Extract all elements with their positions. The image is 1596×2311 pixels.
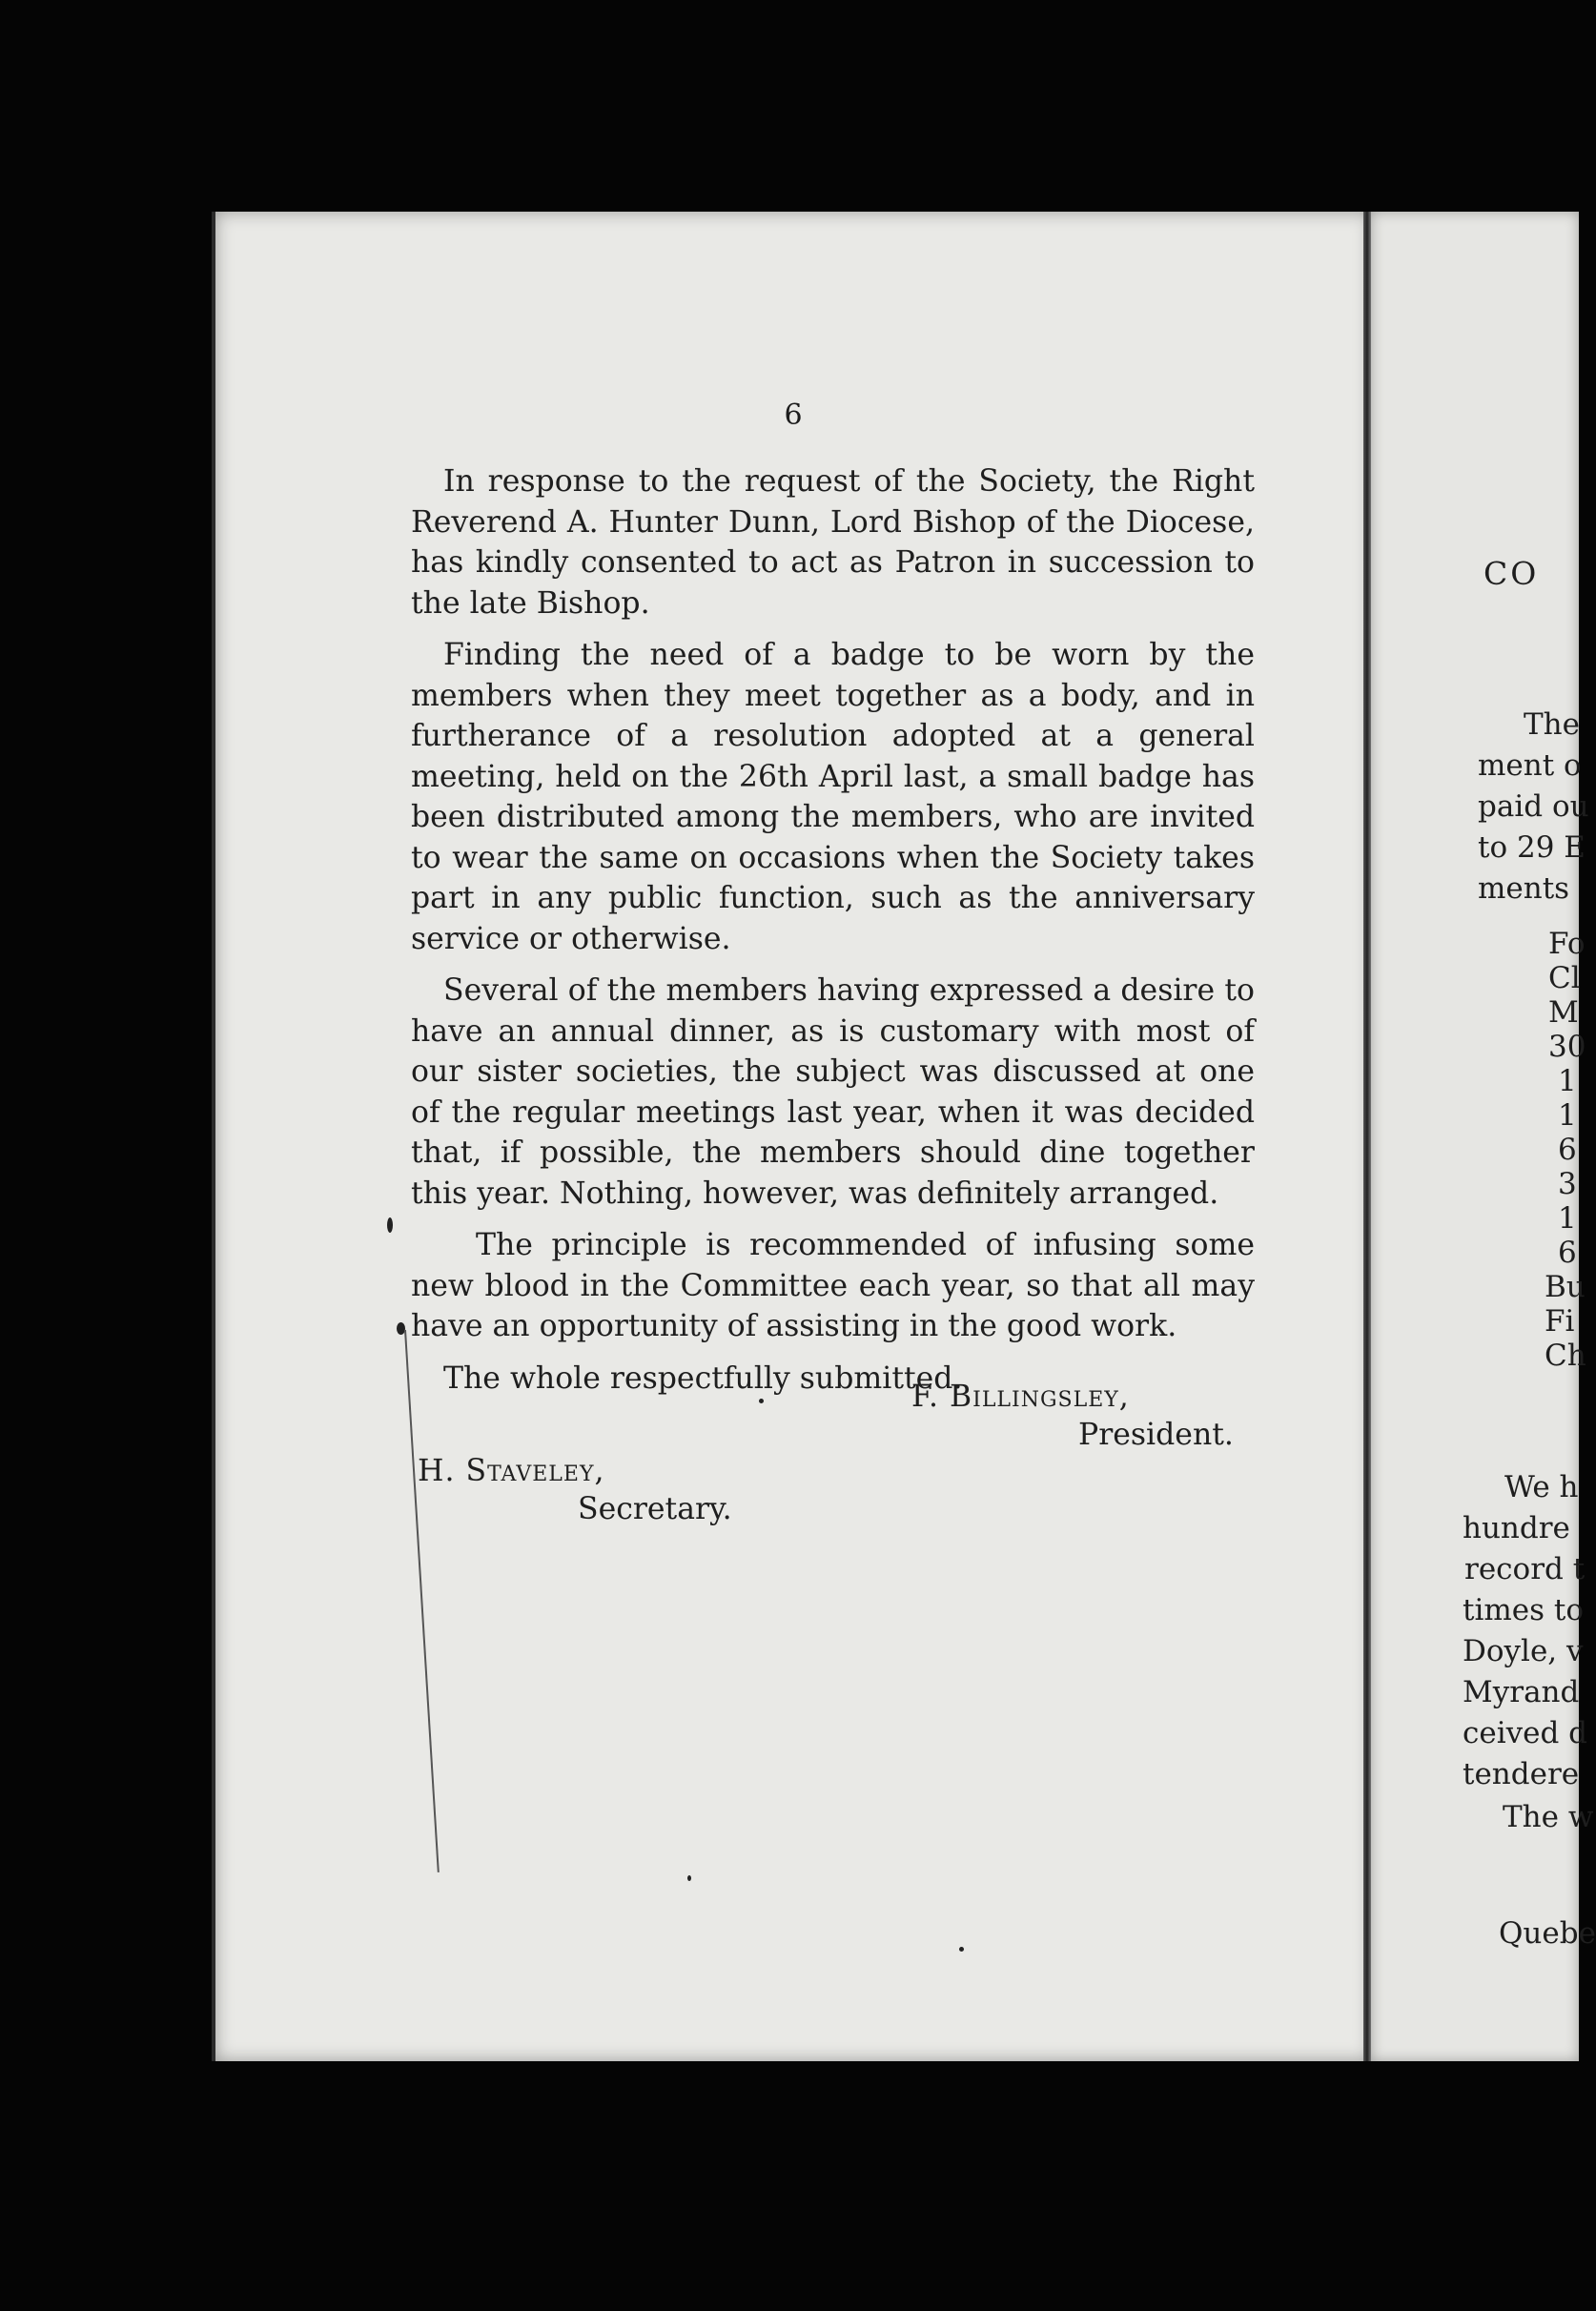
right-line-7: Cl [1548,961,1581,995]
right-line-18: Ch [1545,1339,1586,1373]
right-line-2: ment o [1478,748,1582,783]
right-line-22: times to [1463,1593,1584,1627]
paragraph-dinner: Several of the members having expressed a desire to have an annual dinner, as is customary with most of our sister societies, the subject was discussed at one of the regular meetings last year, when it was decided that, if possible, the members should dine together this year. Nothing, however, was definitely arranged. [411,973,1255,1211]
secretary-title: Secretary. [578,1492,732,1526]
secretary-name: H. Staveley, [418,1454,605,1488]
right-line-15: 6 [1558,1236,1577,1270]
right-line-21: record t [1464,1552,1586,1586]
right-line-20: hundre [1463,1511,1570,1545]
ink-mark [387,1217,393,1233]
right-line-24: Myrand [1463,1675,1580,1709]
president-name: F. Billingsley, [911,1380,1130,1414]
right-line-1: The [1524,707,1580,742]
closing-line: The whole respectfully submitted. [443,1360,963,1396]
right-line-9: 30 [1548,1030,1586,1064]
paragraph-patron: In response to the request of the Society, the Right Reverend A. Hunter Dunn, Lord Bishop of the Diocese, has kindly consented to act as Patron in succession to the late Bishop. [411,464,1255,621]
ink-mark [959,1947,964,1952]
right-line-27: The w [1503,1800,1594,1834]
right-line-4: to 29 E [1478,830,1586,865]
right-line-17: Fi [1545,1304,1575,1339]
right-line-12: 6 [1558,1133,1577,1167]
right-line-10: 1 [1558,1064,1577,1098]
right-line-28: Quebe [1499,1916,1596,1951]
page-gutter [1363,212,1371,2061]
right-line-26: tendere [1463,1757,1580,1791]
president-title: President. [1078,1418,1234,1452]
right-line-0: CO [1483,555,1540,592]
right-line-11: 1 [1558,1098,1577,1133]
paragraph-committee: The principle is recommended of infusing some new blood in the Committee each year, so that all may have an opportunity of assisting in the good work. [411,1228,1255,1343]
right-line-6: Fo [1548,927,1586,961]
right-line-3: paid ou [1478,789,1589,824]
right-page-fragment [1371,212,1596,2061]
left-page [212,212,1371,2061]
ink-mark [687,1875,691,1881]
right-line-23: Doyle, v [1463,1634,1584,1668]
right-line-16: Bu [1545,1270,1586,1304]
right-line-25: ceived d [1463,1716,1588,1750]
page-number: 6 [784,399,803,432]
report-body [411,461,1255,1399]
right-line-5: ments [1478,871,1570,906]
right-line-19: We h [1504,1470,1579,1504]
paragraph-badge: Finding the need of a badge to be worn by the members when they meet together as a body, and in furtherance of a resolution adopted at a general meeting, held on the 26th April last, a small badge has been distributed among the members, who are invited to wear the same on occasions when the Society takes part in any public function, such as the anniversary service or otherwise. [411,638,1255,956]
right-line-14: 1 [1558,1201,1577,1236]
right-line-13: 3 [1558,1167,1577,1201]
right-line-8: M [1548,995,1579,1030]
ink-mark [759,1399,764,1403]
